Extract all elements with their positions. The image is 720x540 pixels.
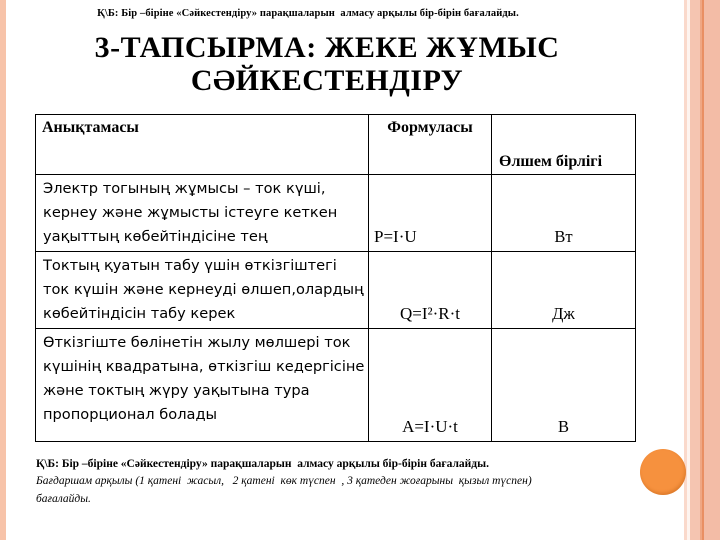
matching-table <box>35 114 636 442</box>
table-row <box>36 175 636 252</box>
left-border-stripe <box>0 0 6 540</box>
definition-cell: Электр тогының жұмысы – ток күші, кернеу және жұмысты істеуге кеткен уақыттың көбейтіндісіне тең <box>36 175 369 252</box>
table-row <box>36 252 636 329</box>
unit-cell: Дж <box>492 252 636 329</box>
header-unit: Өлшем бірлігі <box>492 115 636 175</box>
footer-notes <box>36 456 532 508</box>
unit-cell: В <box>492 329 636 442</box>
table-header-row <box>36 115 636 175</box>
title-line-2: СӘЙКЕСТЕНДІРУ <box>190 64 464 97</box>
footer-italic-line-1: Бағдаршам арқылы (1 қатені жасыл, 2 қатені көк түспен , 3 қатеден жоғарыны қызыл түспен) <box>36 475 532 487</box>
formula-cell: A=I·U·t <box>369 329 492 442</box>
table-row <box>36 329 636 442</box>
formula-cell: P=I·U <box>369 175 492 252</box>
definition-cell: Өткізгіште бөлінетін жылу мөлшері ток күшінің квадратына, өткізгіш кедергісіне және токтың жүру уақытына тура пропорционал болады <box>36 329 369 442</box>
right-border-stripe <box>684 0 720 540</box>
title-line-1: 3-ТАПСЫРМА: ЖЕКЕ ЖҰМЫС <box>94 31 560 64</box>
footer-bold-line: Қ\Б: Бір –біріне «Сәйкестендіру» парақшаларын алмасу арқылы бір-бірін бағалайды. <box>36 458 489 470</box>
formula-cell: Q=I²·R·t <box>369 252 492 329</box>
footer-italic-line-2: бағалайды. <box>36 492 91 505</box>
decorative-orange-circle <box>640 449 686 495</box>
slide-title <box>37 31 617 97</box>
slide-top-note: Қ\Б: Бір –біріне «Сәйкестендіру» парақшаларын алмасу арқылы бір-бірін бағалайды. <box>97 8 519 19</box>
definition-cell: Токтың қуатын табу үшін өткізгіштегі ток күшін және кернеуді өлшеп,олардың көбейтіндісін табу керек <box>36 252 369 329</box>
unit-cell: Вт <box>492 175 636 252</box>
header-definition: Анықтамасы <box>36 115 369 175</box>
header-formula: Формуласы <box>369 115 492 175</box>
